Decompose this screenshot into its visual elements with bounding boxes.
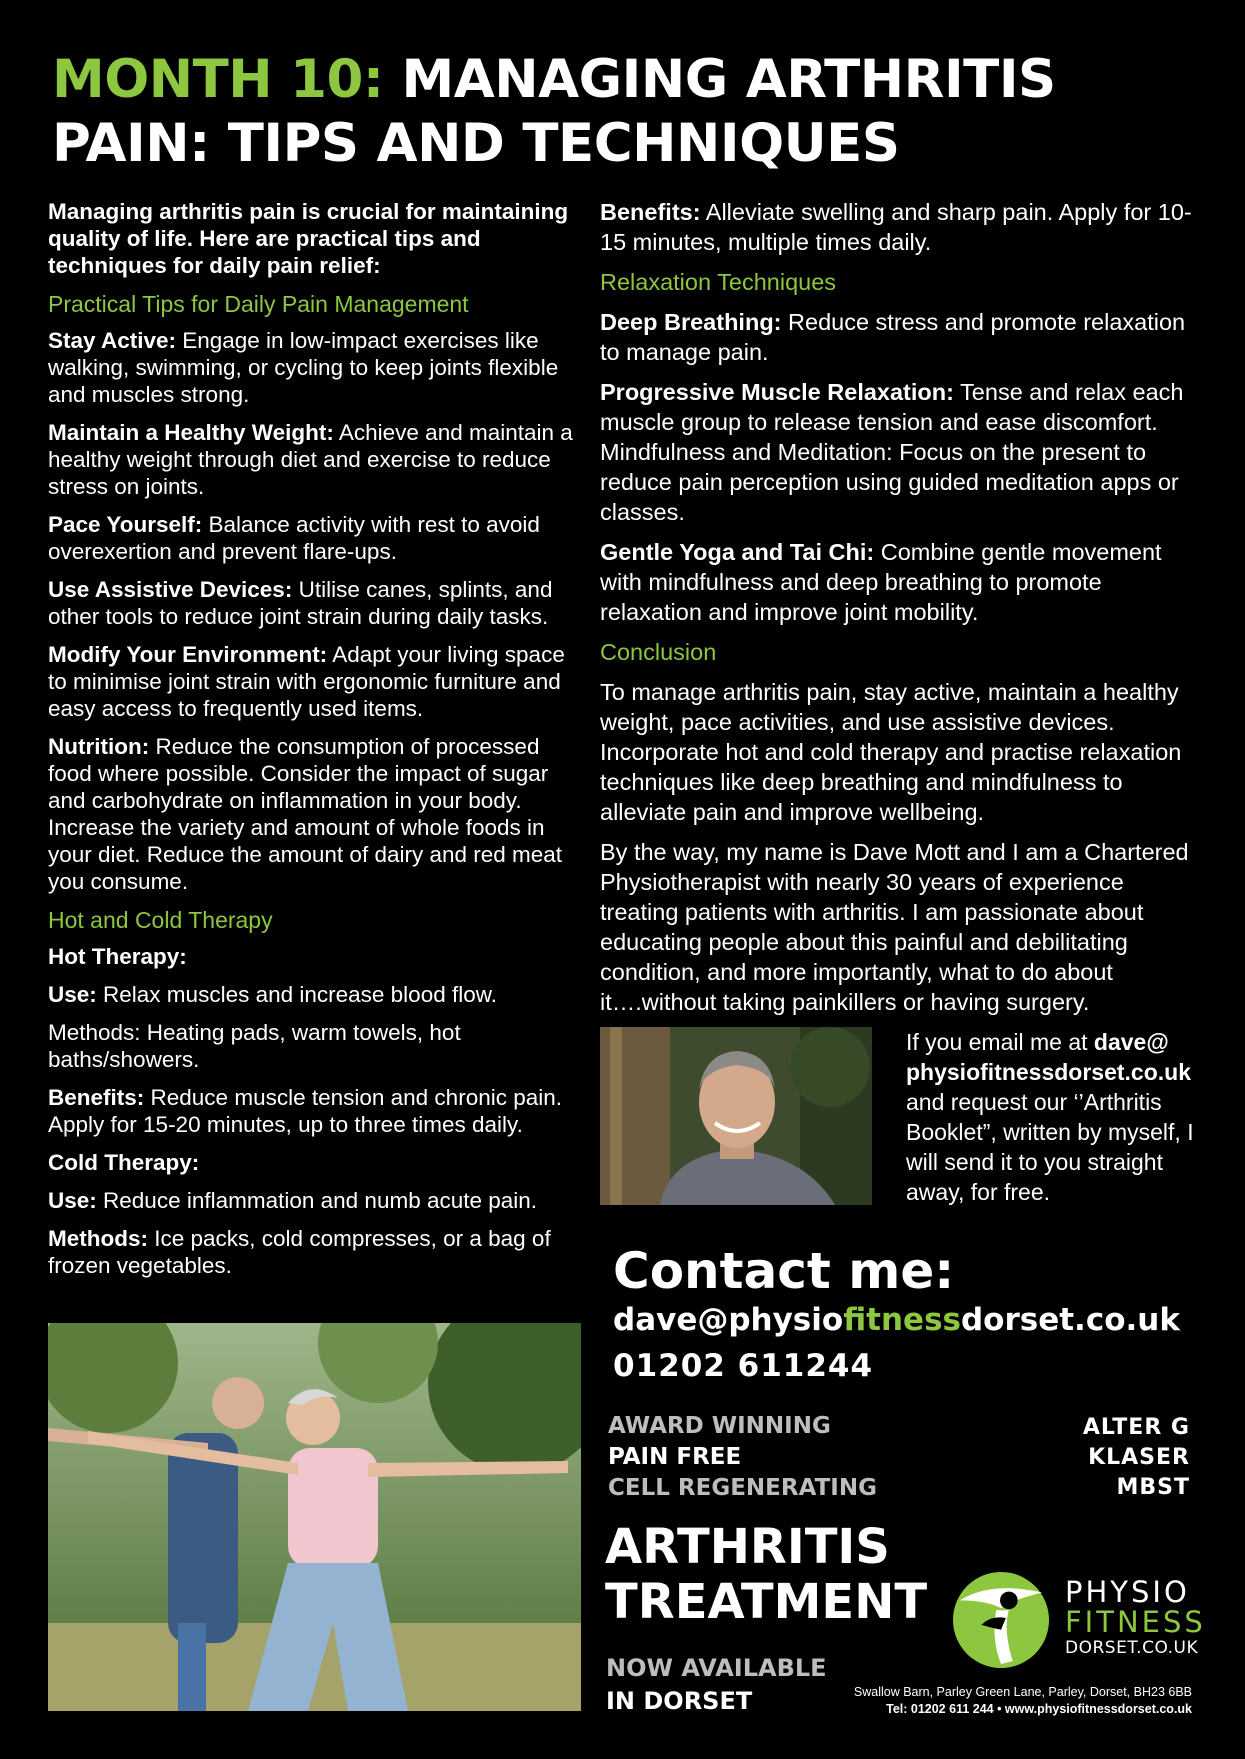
section-heading-hot-cold: Hot and Cold Therapy — [48, 907, 273, 933]
cold-therapy-use: Use: Reduce inflammation and numb acute pain. — [48, 1188, 538, 1213]
page-title — [52, 48, 1212, 176]
author-photo — [600, 1027, 872, 1205]
feature-cell-regenerating: CELL REGENERATING — [608, 1475, 877, 1501]
conclusion-paragraph: To manage arthritis pain, stay active, maintain a healthy weight, pace activities, and use assistive devices. Incorporate hot and cold therapy and practise relaxation techniques like deep breathing and mindfulness to alleviate pain and improve wellbeing. — [600, 679, 1182, 825]
alterg-logo: ALTER G — [1082, 1415, 1190, 1440]
feature-award-winning: AWARD WINNING — [608, 1413, 831, 1439]
left-column — [48, 198, 582, 1290]
cold-therapy-methods: Methods: Ice packs, cold compresses, or a bag of frozen vegetables. — [48, 1226, 551, 1278]
title-month: MONTH 10: — [52, 49, 384, 110]
physio-fitness-logo-icon — [952, 1571, 1050, 1669]
hot-therapy-methods: Methods: Heating pads, warm towels, hot baths/showers. — [48, 1020, 461, 1072]
clinic-address: Swallow Barn, Parley Green Lane, Parley, Dorset, BH23 6BB Tel: 01202 611 244 • www.physiofitnessdorset.co.uk — [832, 1684, 1192, 1718]
arthritis-treatment-headline: ARTHRITIS TREATMENT — [605, 1519, 928, 1630]
email-link[interactable]: dave@ physiofitnessdorset.co.uk — [906, 1029, 1192, 1085]
tip-modify-environment: Modify Your Environment: Adapt your living space to minimise joint strain with ergonomic furniture and easy access to frequently used items. — [48, 642, 565, 721]
physio-fitness-wordmark: PHYSIO FITNESS DORSET.CO.UK — [1065, 1575, 1206, 1658]
section-heading-practical: Practical Tips for Daily Pain Management — [48, 291, 469, 317]
klaser-logo: KLASER — [1088, 1445, 1190, 1470]
section-heading-relaxation: Relaxation Techniques — [600, 269, 837, 295]
hot-therapy-use: Use: Relax muscles and increase blood flow. — [48, 982, 497, 1007]
relax-deep-breathing: Deep Breathing: Reduce stress and promote relaxation to manage pain. — [600, 309, 1186, 365]
feature-pain-free: PAIN FREE — [608, 1444, 742, 1470]
cold-therapy-benefits: Benefits: Alleviate swelling and sharp pain. Apply for 10-15 minutes, multiple times daily. — [600, 199, 1192, 255]
tip-stay-active: Stay Active: Engage in low-impact exercises like walking, swimming, or cycling to keep joints flexible and muscles strong. — [48, 328, 559, 407]
hot-therapy-benefits: Benefits: Reduce muscle tension and chronic pain. Apply for 15-20 minutes, up to three times daily. — [48, 1085, 563, 1137]
couple-exercise-photo — [48, 1323, 581, 1711]
clinic-contact-line: Tel: 01202 611 244 • www.physiofitnessdorset.co.uk — [886, 1702, 1192, 1716]
contact-heading: Contact me: — [613, 1242, 955, 1300]
tip-nutrition: Nutrition: Reduce the consumption of processed food where possible. Consider the impact of sugar and carbohydrate on inflammation in your body. Increase the variety and amount of whole foods in your diet. Reduce the amount of dairy and red meat you consume. — [48, 734, 563, 894]
availability-text: NOW AVAILABLE IN DORSET — [606, 1654, 827, 1715]
brand-logos — [1060, 1413, 1190, 1503]
hot-therapy-heading: Hot Therapy: — [48, 944, 187, 969]
cold-therapy-heading: Cold Therapy: — [48, 1150, 200, 1175]
feature-list — [608, 1411, 877, 1504]
relax-progressive-muscle: Progressive Muscle Relaxation: Tense and relax each muscle group to release tension and ease discomfort. Mindfulness and Meditation: Focus on the present to reduce pain perception using guided meditation apps or classes. — [600, 379, 1184, 525]
contact-email-link[interactable]: dave@physiofitnessdorset.co.uk — [613, 1302, 1180, 1338]
tip-healthy-weight: Maintain a Healthy Weight: Achieve and maintain a healthy weight through diet and exercise to reduce stress on joints. — [48, 420, 573, 499]
right-column — [600, 197, 1202, 1211]
title-main: MANAGING ARTHRITIS PAIN: TIPS AND TECHNIQUES — [52, 49, 1056, 174]
tip-assistive-devices: Use Assistive Devices: Utilise canes, splints, and other tools to reduce joint strain during daily tasks. — [48, 577, 553, 629]
author-paragraph: By the way, my name is Dave Mott and I am a Chartered Physiotherapist with nearly 30 years of experience treating patients with arthritis. I am passionate about educating people about this painful and debilitating condition, and more importantly, what to do about it….without taking painkillers or having surgery. — [600, 839, 1189, 1015]
contact-phone-number[interactable]: 01202 611244 — [613, 1348, 874, 1384]
tip-pace-yourself: Pace Yourself: Balance activity with rest to avoid overexertion and prevent flare-ups. — [48, 512, 540, 564]
relax-yoga-tai-chi: Gentle Yoga and Tai Chi: Combine gentle movement with mindfulness and deep breathing to promote relaxation and improve joint mobility. — [600, 539, 1162, 625]
email-offer-text: If you email me at dave@ physiofitnessdorset.co.uk and request our ‘’Arthritis Booklet”, written by myself, I will send it to you straight away, for free. — [906, 1029, 1194, 1205]
author-row — [600, 1027, 1202, 1211]
section-heading-conclusion: Conclusion — [600, 639, 717, 665]
mbst-logo: MBST — [1116, 1475, 1190, 1500]
intro-text: Managing arthritis pain is crucial for maintaining quality of life. Here are practical tips and techniques for daily pain relief: — [48, 199, 569, 278]
